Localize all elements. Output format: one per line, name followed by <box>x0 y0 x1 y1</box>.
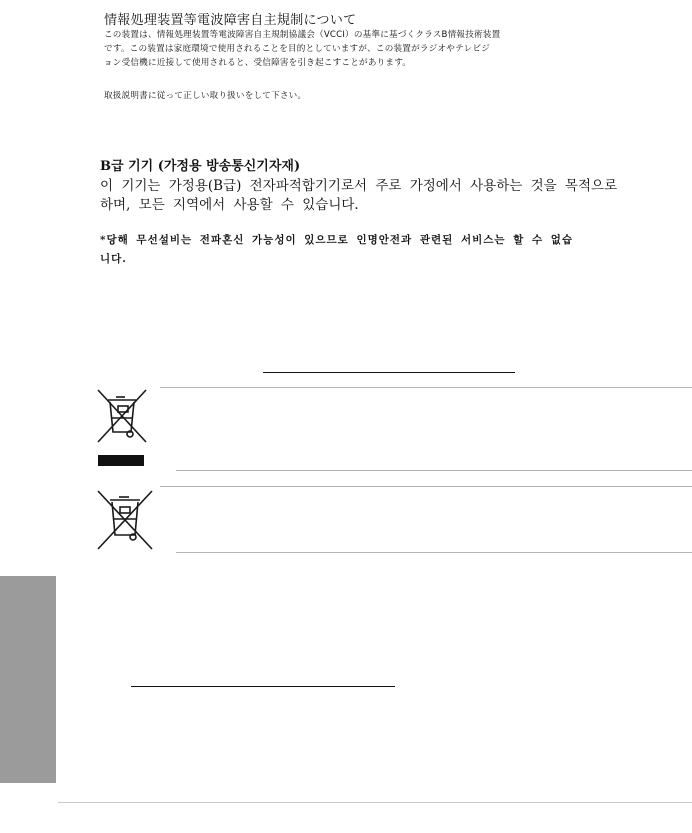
bin-icon-1 <box>96 388 148 450</box>
vcci-notice-line-3: ョン受信機に近接して使用されると、受信障害を引き起こすことがあります。 <box>104 58 412 68</box>
side-chapter-tab <box>0 576 56 783</box>
section-heading-underline <box>263 372 515 373</box>
vcci-manual-note: 取扱説明書に従って正しい取り扱いをして下さい。 <box>104 91 307 101</box>
korea-class-b-heading: B급 기기 (가정용 방송통신기자재) <box>100 159 301 174</box>
vcci-notice-line-2: です。この装置は家庭環境で使用されることを目的としていますが、この装置がラジオやテレビジ <box>104 44 491 54</box>
vcci-notice-line-1: この装置は、情報処理装置等電波障害自主規制協議会（VCCI）の基準に基づくクラスB情報技術装置 <box>104 30 501 40</box>
section-heading-underline-2 <box>131 686 395 687</box>
vcci-notice-title: 情報処理装置等電波障害自主規制について <box>104 13 357 28</box>
bin-icon-2 <box>96 489 154 555</box>
korea-warning-line-2: 니다. <box>100 253 127 265</box>
crossed-out-wheelie-bin-icon <box>96 388 148 446</box>
korea-body-line-1: 이 기기는 가정용(B급) 전자파적합기기로서 주로 가정에서 사용하는 것을 목적으로 <box>100 178 618 194</box>
footer-rule <box>58 802 692 803</box>
recycle-section-2-bottom-rule <box>176 552 692 553</box>
korea-warning-line-1: *당해 무선설비는 전파혼신 가능성이 있으므로 인명안전과 관련된 서비스는 할 수 없습 <box>100 234 574 246</box>
korea-body-line-2: 하며, 모든 지역에서 사용할 수 있습니다. <box>100 197 359 213</box>
crossed-out-wheelie-bin-icon <box>96 489 154 551</box>
recycle-section-top-rule <box>160 387 692 388</box>
bin-underbar <box>98 455 144 466</box>
recycle-section-1-bottom-rule <box>176 470 692 471</box>
recycle-section-2-top-rule <box>160 486 692 487</box>
